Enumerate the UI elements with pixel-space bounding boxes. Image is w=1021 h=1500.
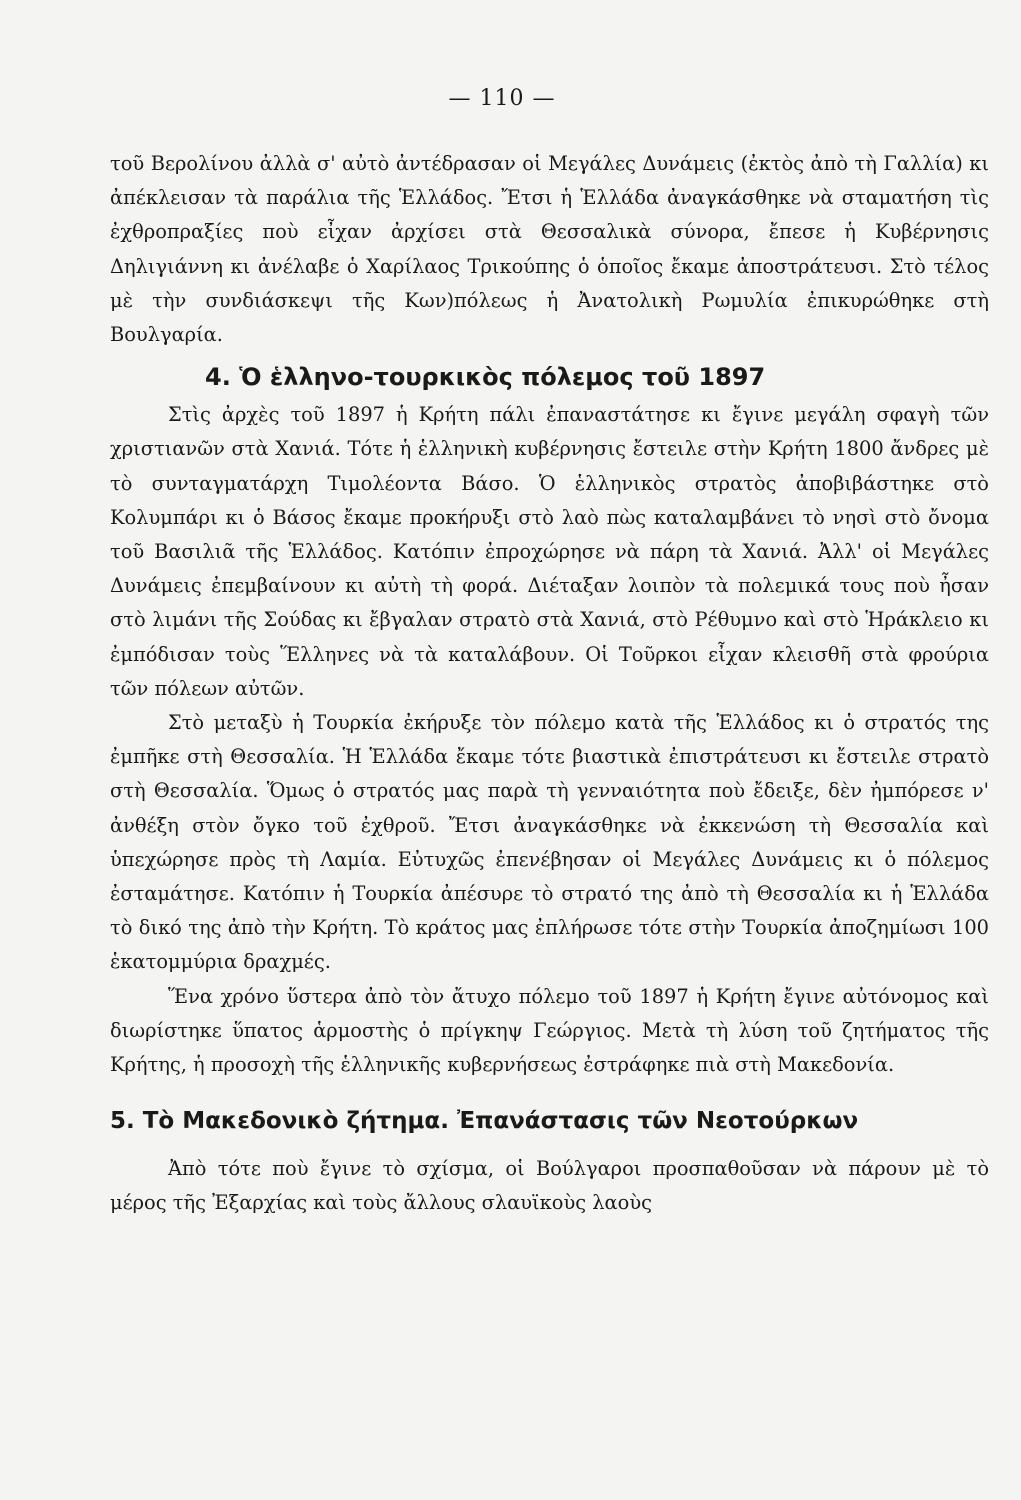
section-4-paragraph-2: Στὸ μεταξὺ ἡ Τουρκία ἐκήρυξε τὸν πόλεμο κατὰ τῆς Ἑλλάδος κι ὁ στρατός της ἐμπῆκε στὴ Θεσσαλία. Ἡ Ἑλλάδα ἔκαμε τότε βιαστικὰ ἐπιστράτευσι κι ἔστειλε στρατὸ στὴ Θεσσαλία. Ὅμως ὁ στρατός μας παρὰ τὴ γενναιότητα ποὺ ἔδειξε, δὲν ἠμπόρεσε ν' ἀνθέξη στὸν ὄγκο τοῦ ἐχθροῦ. Ἔτσι ἀναγκάσθηκε νὰ ἐκκενώση τὴ Θεσσαλία καὶ ὑπεχώρησε πρὸς τὴ Λαμία. Εὐτυχῶς ἐπενέβησαν οἱ Μεγάλες Δυνάμεις κι ὁ πόλεμος ἐσταμάτησε. Κατόπιν ἡ Τουρκία ἀπέσυρε τὸ στρατό της ἀπὸ τὴ Θεσσαλία κι ἡ Ἑλλάδα τὸ δικό της ἀπὸ τὴν Κρήτη. Τὸ κράτος μας ἐπλήρωσε τότε στὴν Τουρκία ἀποζημίωσι 100 ἑκατομμύρια δραχμές.: [110, 711, 989, 974]
section-4-paragraph-1: Στὶς ἀρχὲς τοῦ 1897 ἡ Κρήτη πάλι ἐπαναστάτησε κι ἔγινε μεγάλη σφαγὴ τῶν χριστιανῶν στὰ Χανιά. Τότε ἡ ἑλληνικὴ κυβέρνησις ἔστειλε στὴν Κρήτη 1800 ἄνδρες μὲ τὸ συνταγματάρχη Τιμολέοντα Βάσο. Ὁ ἑλληνικὸς στρατὸς ἀποβιβάστηκε στὸ Κολυμπάρι κι ὁ Βάσος ἔκαμε προκήρυξι στὸ λαὸ πὼς καταλαμβάνει τὸ νησὶ στὸ ὄνομα τοῦ Βασιλιᾶ τῆς Ἑλλάδος. Κατόπιν ἐπροχώρησε νὰ πάρη τὰ Χανιά. Ἀλλ' οἱ Μεγάλες Δυνάμεις ἐπεμβαίνουν κι αὐτὴ τὴ φορά. Διέταξαν λοιπὸν τὰ πολεμικά τους ποὺ ἦσαν στὸ λιμάνι τῆς Σούδας κι ἔβγαλαν στρατὸ στὰ Χανιά, στὸ Ρέθυμνο καὶ στὸ Ἡράκλειο κι ἐμπόδισαν τοὺς Ἕλληνες νὰ τὰ καταλάβουν. Οἱ Τοῦρκοι εἶχαν κλεισθῆ στὰ φρούρια τῶν πόλεων αὐτῶν.: [110, 403, 989, 700]
page-number: — 110 —: [448, 86, 556, 111]
section-5-paragraph-1: Ἀπὸ τότε ποὺ ἔγινε τὸ σχίσμα, οἱ Βούλγαροι προσπαθοῦσαν νὰ πάρουν μὲ τὸ μέρος τῆς Ἐξαρχίας καὶ τοὺς ἄλλους σλαυϊκοὺς λαοὺς: [110, 1157, 989, 1215]
section-4-heading: 4. Ὁ ἑλληνο-τουρκικὸς πόλεμος τοῦ 1897: [205, 363, 766, 392]
section-5-heading: 5. Τὸ Μακεδονικὸ ζήτημα. Ἐπανάστασις τῶν Νεοτούρκων: [110, 1108, 859, 1135]
intro-paragraph: τοῦ Βερολίνου ἀλλὰ σ' αὐτὸ ἀντέδρασαν οἱ Μεγάλες Δυνάμεις (ἐκτὸς ἀπὸ τὴ Γαλλία) κι ἀπέκλεισαν τὰ παράλια τῆς Ἑλλάδος. Ἔτσι ἡ Ἑλλάδα ἀναγκάσθηκε νὰ σταματήση τὶς ἐχθροπραξίες ποὺ εἶχαν ἀρχίσει στὰ Θεσσαλικὰ σύνορα, ἔπεσε ἡ Κυβέρνησις Δηλιγιάννη κι ἀνέλαβε ὁ Χαρίλαος Τρικούπης ὁ ὁποῖος ἔκαμε ἀποστράτευσι. Στὸ τέλος μὲ τὴν συνδιάσκεψι τῆς Κων)πόλεως ἡ Ἀνατολικὴ Ρωμυλία ἐπικυρώθηκε στὴ Βουλγαρία.: [110, 152, 989, 347]
section-4-paragraph-3: Ἕνα χρόνο ὕστερα ἀπὸ τὸν ἄτυχο πόλεμο τοῦ 1897 ἡ Κρήτη ἔγινε αὐτόνομος καὶ διωρίστηκε ὕπατος ἁρμοστὴς ὁ πρίγκηψ Γεώργιος. Μετὰ τὴ λύση τοῦ ζητήματος τῆς Κρήτης, ἡ προσοχὴ τῆς ἑλληνικῆς κυβερνήσεως ἐστράφηκε πιὰ στὴ Μακεδονία.: [110, 984, 989, 1077]
